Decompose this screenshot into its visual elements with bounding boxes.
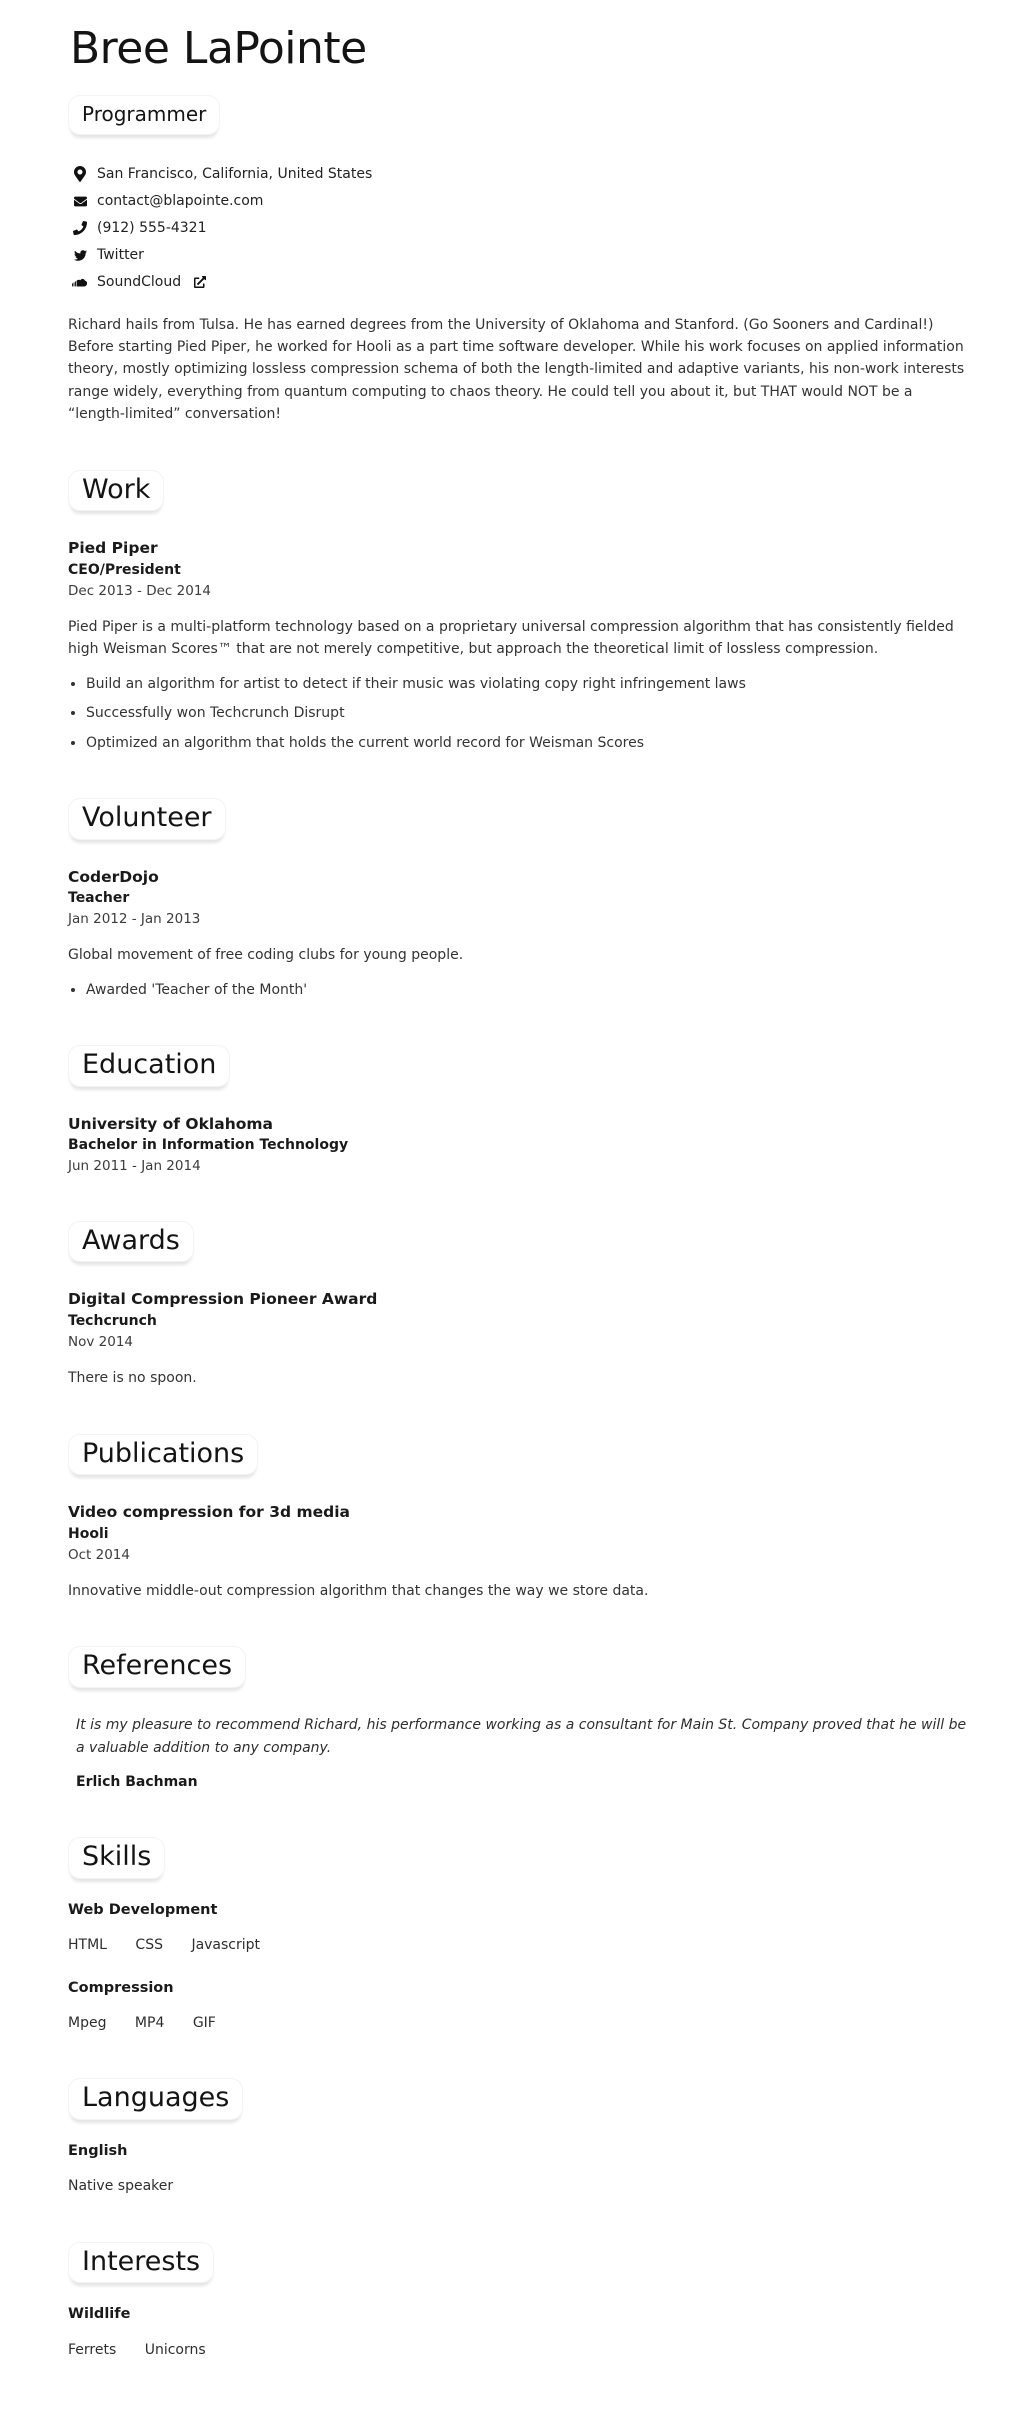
person-name: Bree LaPointe	[70, 23, 367, 74]
volunteer-summary: Global movement of free coding clubs for young people.	[68, 947, 464, 964]
twitter-bird-icon	[72, 249, 88, 262]
contact-soundcloud-text: SoundCloud	[97, 273, 182, 290]
section-interests	[68, 2228, 968, 2361]
soundcloud-icon	[72, 277, 88, 288]
skill-keyword: Javascript	[191, 1937, 261, 1954]
award-item	[68, 1288, 968, 1389]
skill-keyword: MP4	[134, 2014, 165, 2031]
contact-phone-text: (912) 555-4321	[97, 219, 207, 236]
skill-group-name: Compression	[68, 1979, 174, 1996]
profile-summary: Richard hails from Tulsa. He has earned degrees from the University of Oklahoma and Stanford. (Go Sooners and Cardinal!) Before starting Pied Piper, he worked for Hooli as a part time software developer. While his work focuses on applied information theory, mostly optimizing lossless compression schema of both the length-limited and adaptive variants, his non-work interests range widely, everything from quantum computing to chaos theory. He could tell you about it, but THAT would NOT be a “length-limited” conversation!	[68, 316, 965, 423]
publication-publisher: Hooli	[68, 1525, 109, 1542]
interest-keyword: Ferrets	[68, 2341, 117, 2358]
publications-section-title: Publications	[68, 1434, 258, 1476]
resume-header	[68, 24, 968, 426]
interests-section-title: Interests	[68, 2242, 214, 2284]
work-item	[68, 537, 968, 754]
publication-date: Oct 2014	[68, 1546, 130, 1563]
volunteer-organization: CoderDojo	[68, 867, 159, 886]
award-date: Nov 2014	[68, 1333, 133, 1350]
contact-location-text: San Francisco, California, United States	[97, 165, 373, 182]
section-work	[68, 456, 968, 754]
section-publications	[68, 1420, 968, 1603]
language-name: English	[68, 2142, 128, 2159]
languages-section-title: Languages	[68, 2078, 243, 2120]
volunteer-highlights	[68, 979, 968, 1001]
reference-quote: It is my pleasure to recommend Richard, his performance working as a consultant for Main St. Company proved that he will be a valuable addition to any company.	[76, 1717, 967, 1756]
reference-item	[68, 1714, 968, 1793]
education-date-range: Jun 2011 - Jan 2014	[68, 1158, 201, 1175]
awards-section-title: Awards	[68, 1221, 194, 1263]
skill-keyword: HTML	[68, 1937, 107, 1954]
skill-keywords	[68, 1934, 968, 1956]
education-degree: Bachelor in Information Technology	[68, 1137, 349, 1154]
contact-soundcloud-link[interactable]	[72, 269, 968, 296]
publication-title: Video compression for 3d media	[68, 1503, 351, 1522]
work-highlight: • Build an algorithm for artist to detect if their music was violating copy right infringement laws	[86, 673, 968, 695]
skill-keyword: Mpeg	[68, 2014, 107, 2031]
work-section-title: Work	[68, 470, 164, 512]
award-awarder: Techcrunch	[68, 1312, 157, 1329]
volunteer-date-range: Jan 2012 - Jan 2013	[68, 911, 201, 928]
language-item	[68, 2140, 968, 2198]
skill-group-name: Web Development	[68, 1902, 218, 1919]
work-highlight: • Successfully won Techcrunch Disrupt	[86, 702, 968, 724]
contact-email-text: contact@blapointe.com	[97, 192, 264, 209]
envelope-icon	[72, 195, 88, 208]
skill-keyword: CSS	[135, 1937, 163, 1954]
language-fluency: Native speaker	[68, 2178, 174, 2195]
volunteer-highlight: • Awarded 'Teacher of the Month'	[86, 979, 968, 1001]
skills-section-title: Skills	[68, 1837, 165, 1879]
work-company: Pied Piper	[68, 539, 158, 558]
contact-phone[interactable]	[72, 215, 968, 242]
work-position: CEO/President	[68, 561, 181, 578]
publication-item	[68, 1501, 968, 1602]
education-institution: University of Oklahoma	[68, 1114, 273, 1133]
section-awards	[68, 1207, 968, 1390]
interest-group-name: Wildlife	[68, 2306, 131, 2323]
section-volunteer	[68, 784, 968, 1001]
contact-list	[72, 161, 968, 296]
section-languages	[68, 2064, 968, 2197]
skill-group	[68, 1899, 968, 1957]
interest-group	[68, 2303, 968, 2361]
volunteer-section-title: Volunteer	[68, 798, 226, 840]
interest-keyword: Unicorns	[144, 2341, 206, 2358]
language-fluency-wrap	[68, 2175, 968, 2197]
skill-keywords	[68, 2012, 968, 2034]
award-title: Digital Compression Pioneer Award	[68, 1290, 378, 1309]
location-pin-icon	[72, 166, 88, 182]
contact-email[interactable]	[72, 188, 968, 215]
work-highlights	[68, 673, 968, 754]
section-references	[68, 1632, 968, 1793]
interest-keywords	[68, 2339, 968, 2361]
work-date-range: Dec 2013 - Dec 2014	[68, 582, 211, 599]
skill-keyword: GIF	[192, 2014, 216, 2031]
skill-group	[68, 1977, 968, 2035]
contact-twitter-text: Twitter	[97, 246, 144, 263]
contact-twitter-link[interactable]	[72, 242, 968, 269]
contact-location	[72, 161, 968, 188]
external-link-icon	[194, 276, 206, 288]
education-item	[68, 1113, 968, 1177]
references-section-title: References	[68, 1646, 246, 1688]
reference-name: Erlich Bachman	[76, 1773, 198, 1790]
volunteer-item	[68, 866, 968, 1002]
volunteer-position: Teacher	[68, 890, 130, 907]
award-summary: There is no spoon.	[68, 1370, 197, 1387]
person-label: Programmer	[68, 95, 220, 135]
section-education	[68, 1031, 968, 1176]
publication-summary: Innovative middle-out compression algorithm that changes the way we store data.	[68, 1583, 649, 1600]
work-summary: Pied Piper is a multi-platform technology based on a proprietary universal compression algorithm that has consistently fielded high Weisman Scores™ that are not merely competitive, but approach the theoretical limit of lossless compression.	[68, 619, 954, 658]
phone-icon	[72, 221, 88, 235]
section-skills	[68, 1823, 968, 2034]
work-highlight: • Optimized an algorithm that holds the current world record for Weisman Scores	[86, 732, 968, 754]
education-section-title: Education	[68, 1045, 230, 1087]
